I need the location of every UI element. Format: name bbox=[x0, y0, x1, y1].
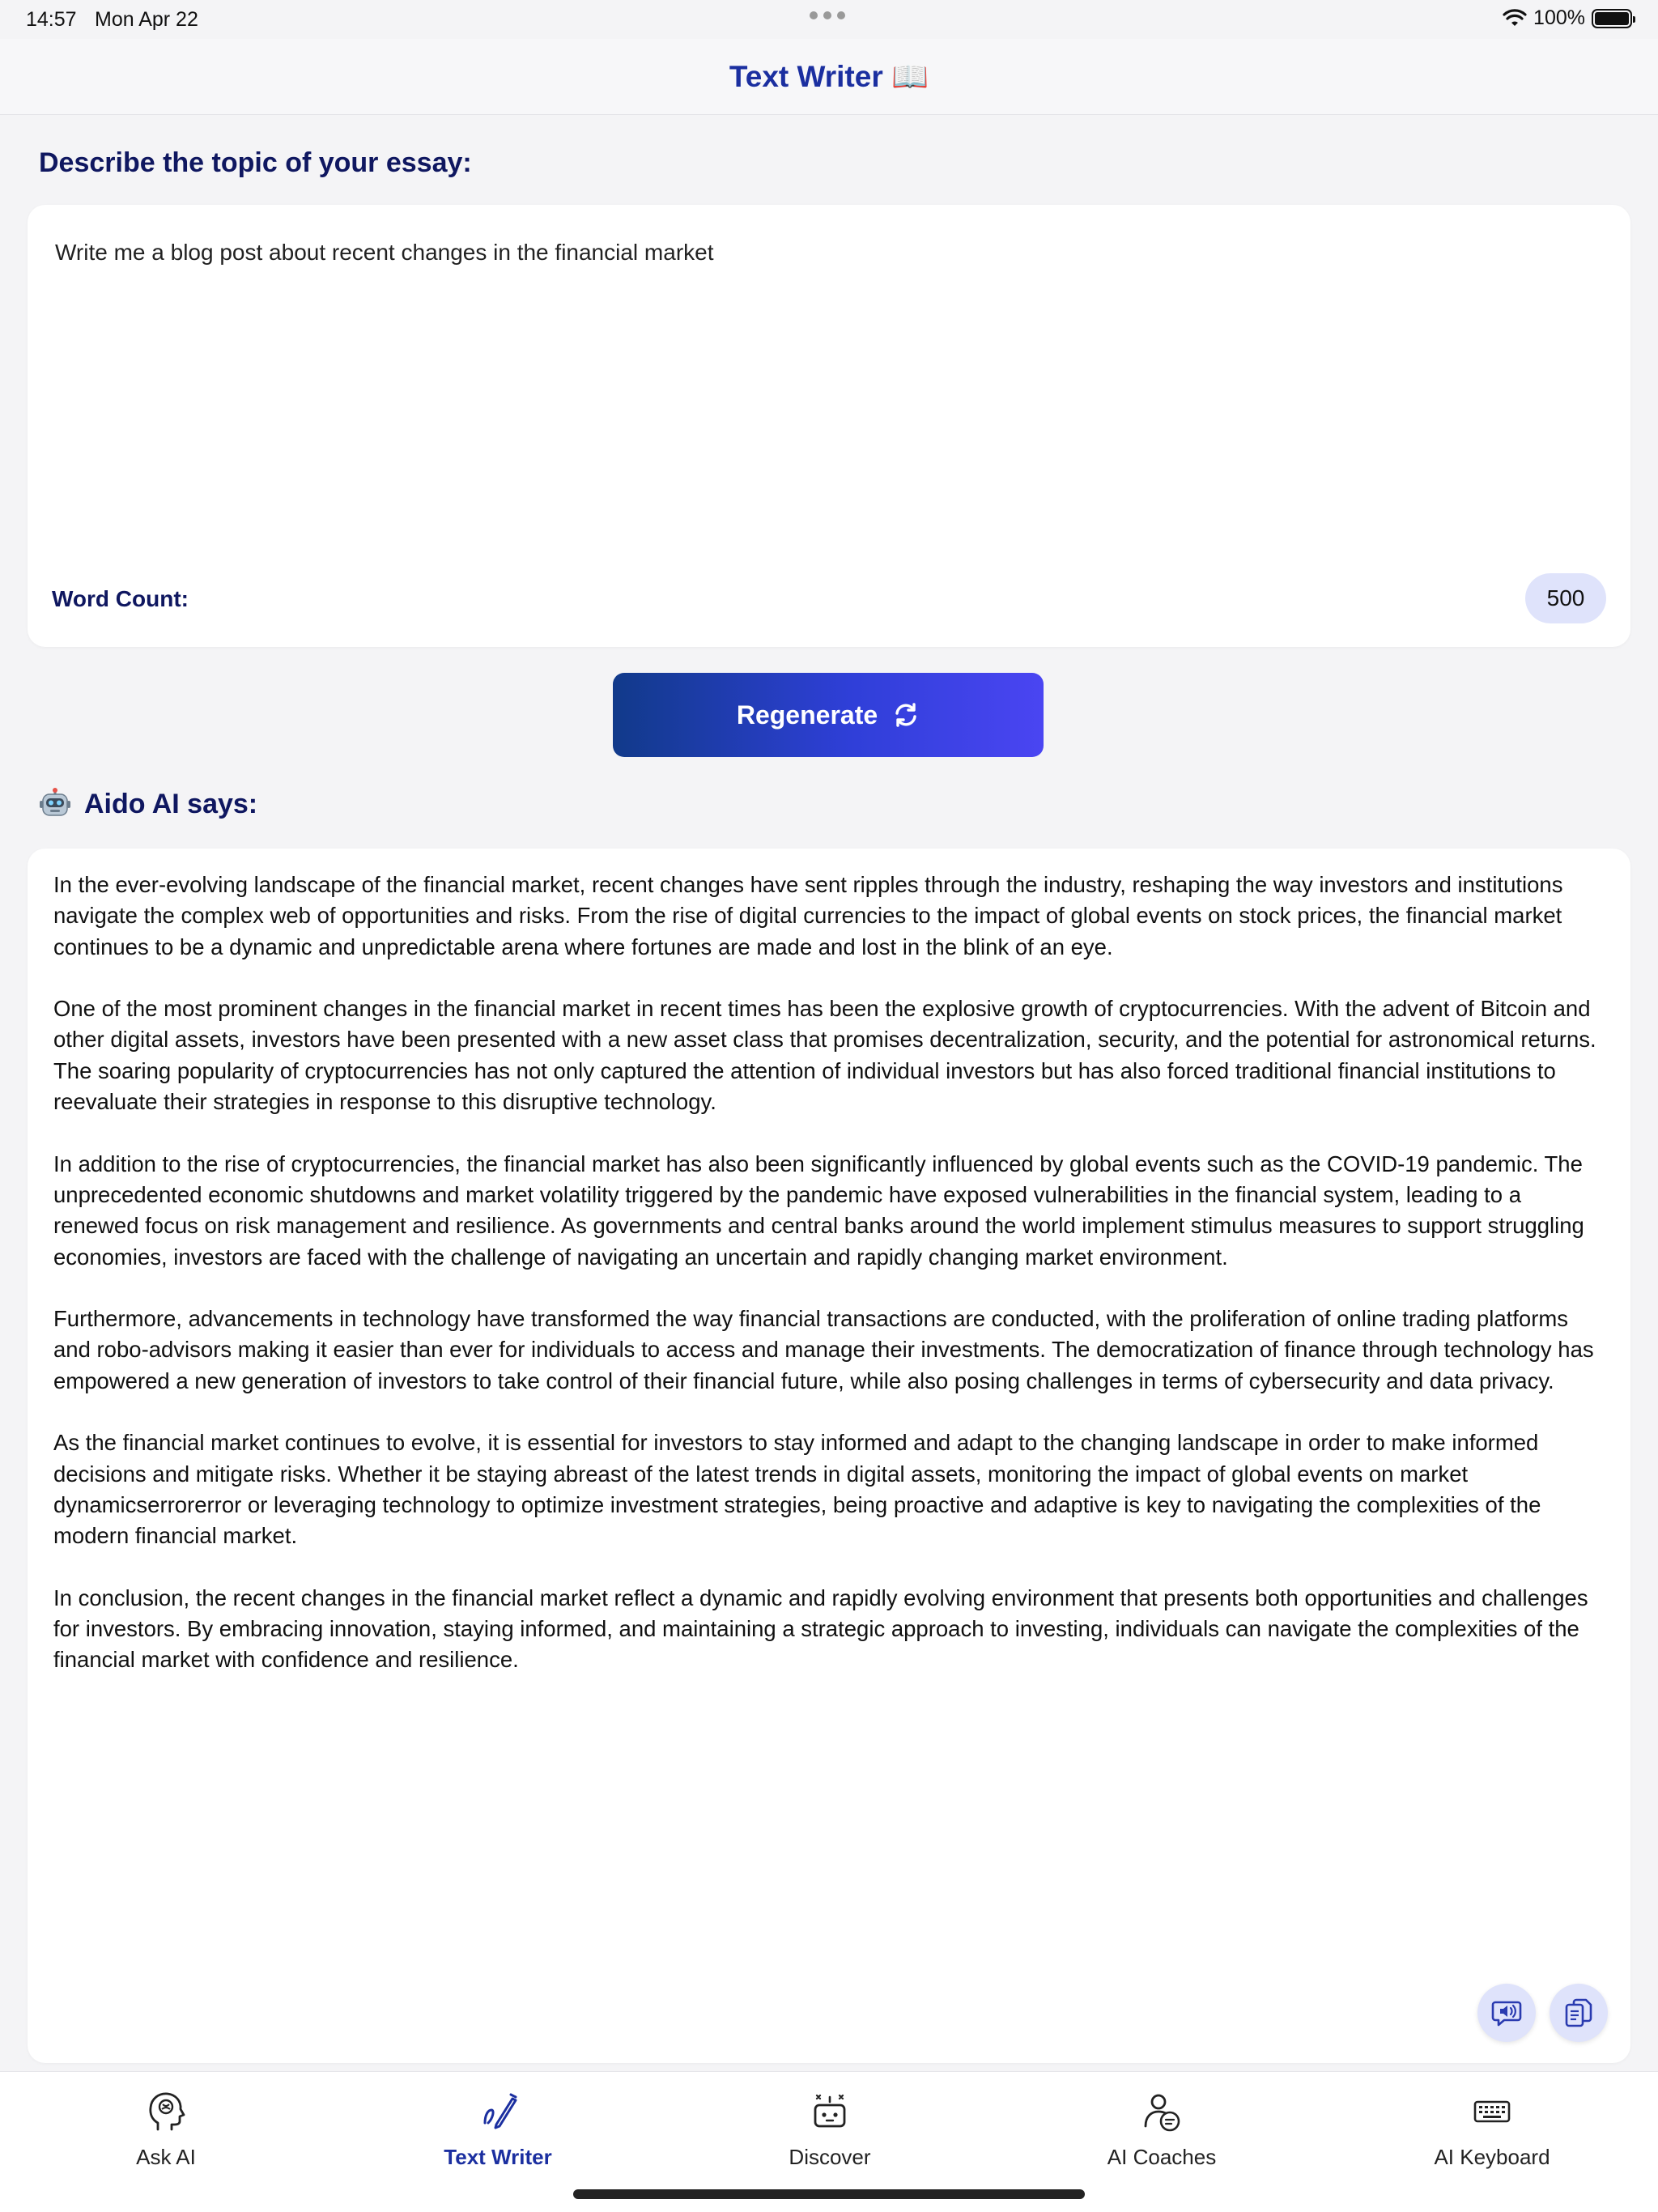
tab-label: Text Writer bbox=[444, 2145, 552, 2169]
ai-says-heading bbox=[39, 788, 257, 820]
response-paragraph: In conclusion, the recent changes in the financial market reflect a dynamic and rapidly evolving environment that presents both opportunities and challenges for investors. By embracing innovation, staying informed, and maintaining a strategic approach to investing, individuals can navigate the complexities of the financial market with confidence and resilience. bbox=[53, 1585, 1588, 1673]
response-text bbox=[53, 870, 1608, 1707]
nav-bar bbox=[0, 39, 1658, 115]
word-count-selector[interactable]: 500 bbox=[1525, 573, 1606, 623]
coach-person-icon bbox=[1141, 2091, 1183, 2133]
tab-ask-ai[interactable] bbox=[0, 2072, 332, 2177]
tab-label: AI Coaches bbox=[1107, 2145, 1217, 2169]
word-count-label: Word Count: bbox=[52, 586, 189, 611]
tab-ai-coaches[interactable] bbox=[996, 2072, 1328, 2177]
refresh-icon bbox=[892, 701, 920, 729]
brain-head-icon bbox=[147, 2091, 185, 2133]
status-time: 14:57 bbox=[26, 8, 77, 31]
home-indicator[interactable] bbox=[573, 2189, 1085, 2199]
status-right bbox=[1503, 6, 1632, 30]
wifi-icon bbox=[1503, 9, 1527, 28]
tab-text-writer[interactable] bbox=[332, 2072, 664, 2177]
keyboard-icon bbox=[1471, 2091, 1513, 2133]
robot-face-icon bbox=[809, 2091, 851, 2133]
copy-button[interactable] bbox=[1550, 1984, 1608, 2042]
status-bar bbox=[0, 0, 1658, 39]
speaker-bubble-icon bbox=[1491, 1997, 1522, 2028]
multitasking-dots-icon[interactable] bbox=[810, 11, 845, 19]
tab-label: AI Keyboard bbox=[1434, 2145, 1550, 2169]
copy-icon bbox=[1563, 1997, 1594, 2028]
regenerate-label: Regenerate bbox=[736, 700, 878, 730]
response-paragraph: One of the most prominent changes in the financial market in recent times has been the explosive growth of cryptocurrencies. With the advent of Bitcoin and other digital assets, investors have been presented with a new asset class that promises decentralization, security, and the potential for astronomical returns. The soaring popularity of cryptocurrencies has not only captured the attention of individual investors but has also forced traditional financial institutions to reevaluate their strategies in response to this disruptive technology. bbox=[53, 996, 1596, 1115]
ai-says-label: Aido AI says: bbox=[84, 788, 258, 819]
tab-discover[interactable] bbox=[664, 2072, 996, 2177]
battery-icon bbox=[1592, 9, 1632, 28]
tab-ai-keyboard[interactable] bbox=[1326, 2072, 1658, 2177]
response-paragraph: As the financial market continues to evolve, it is essential for investors to stay informed and adapt to the changing landscape in order to make informed decisions and mitigate risks. Whether it be staying abreast of the latest trends in digital assets, monitoring the impact of global events on market dynamicserrorerror or leveraging technology to optimize investment strategies, being proactive and adaptive is key to navigating the complexities of the modern financial market. bbox=[53, 1430, 1541, 1549]
topic-input[interactable]: Write me a blog post about recent changes in the financial market bbox=[55, 240, 714, 265]
robot-emoji-icon bbox=[39, 788, 71, 820]
topic-card bbox=[28, 205, 1630, 647]
read-aloud-button[interactable] bbox=[1477, 1984, 1536, 2042]
tab-label: Discover bbox=[789, 2145, 871, 2169]
topic-label: Describe the topic of your essay: bbox=[39, 147, 472, 178]
tab-label: Ask AI bbox=[136, 2145, 196, 2169]
regenerate-button[interactable] bbox=[613, 673, 1044, 757]
pen-icon bbox=[477, 2091, 519, 2133]
response-paragraph: In addition to the rise of cryptocurrencies, the financial market has also been significantly influenced by global events such as the COVID-19 pandemic. The unprecedented economic shutdowns and market volatility triggered by the pandemic have exposed vulnerabilities in the financial system, leading to a renewed focus on risk management and resilience. As governments and central banks around the world implement stimulus measures to support struggling economies, investors are faced with the challenge of navigating an uncertain and rapidly changing market environment. bbox=[53, 1151, 1584, 1270]
response-paragraph: Furthermore, advancements in technology have transformed the way financial transactions are conducted, with the proliferation of online trading platforms and robo-advisors making it easier than ever for individuals to access and manage their investments. The democratization of finance through technology has empowered a new generation of investors to take control of their financial future, while also posing challenges in terms of cybersecurity and data privacy. bbox=[53, 1306, 1594, 1393]
battery-percent: 100% bbox=[1533, 6, 1585, 29]
page-title: Text Writer 📖 bbox=[729, 60, 929, 93]
status-date: Mon Apr 22 bbox=[95, 8, 198, 31]
response-paragraph: In the ever-evolving landscape of the financial market, recent changes have sent ripples through the industry, reshaping the way investors and institutions navigate the complex web of opportunities and risks. From the rise of digital currencies to the impact of global events on stock prices, the financial market continues to be a dynamic and unpredictable arena where fortunes are made and lost in the blink of an eye. bbox=[53, 872, 1563, 959]
